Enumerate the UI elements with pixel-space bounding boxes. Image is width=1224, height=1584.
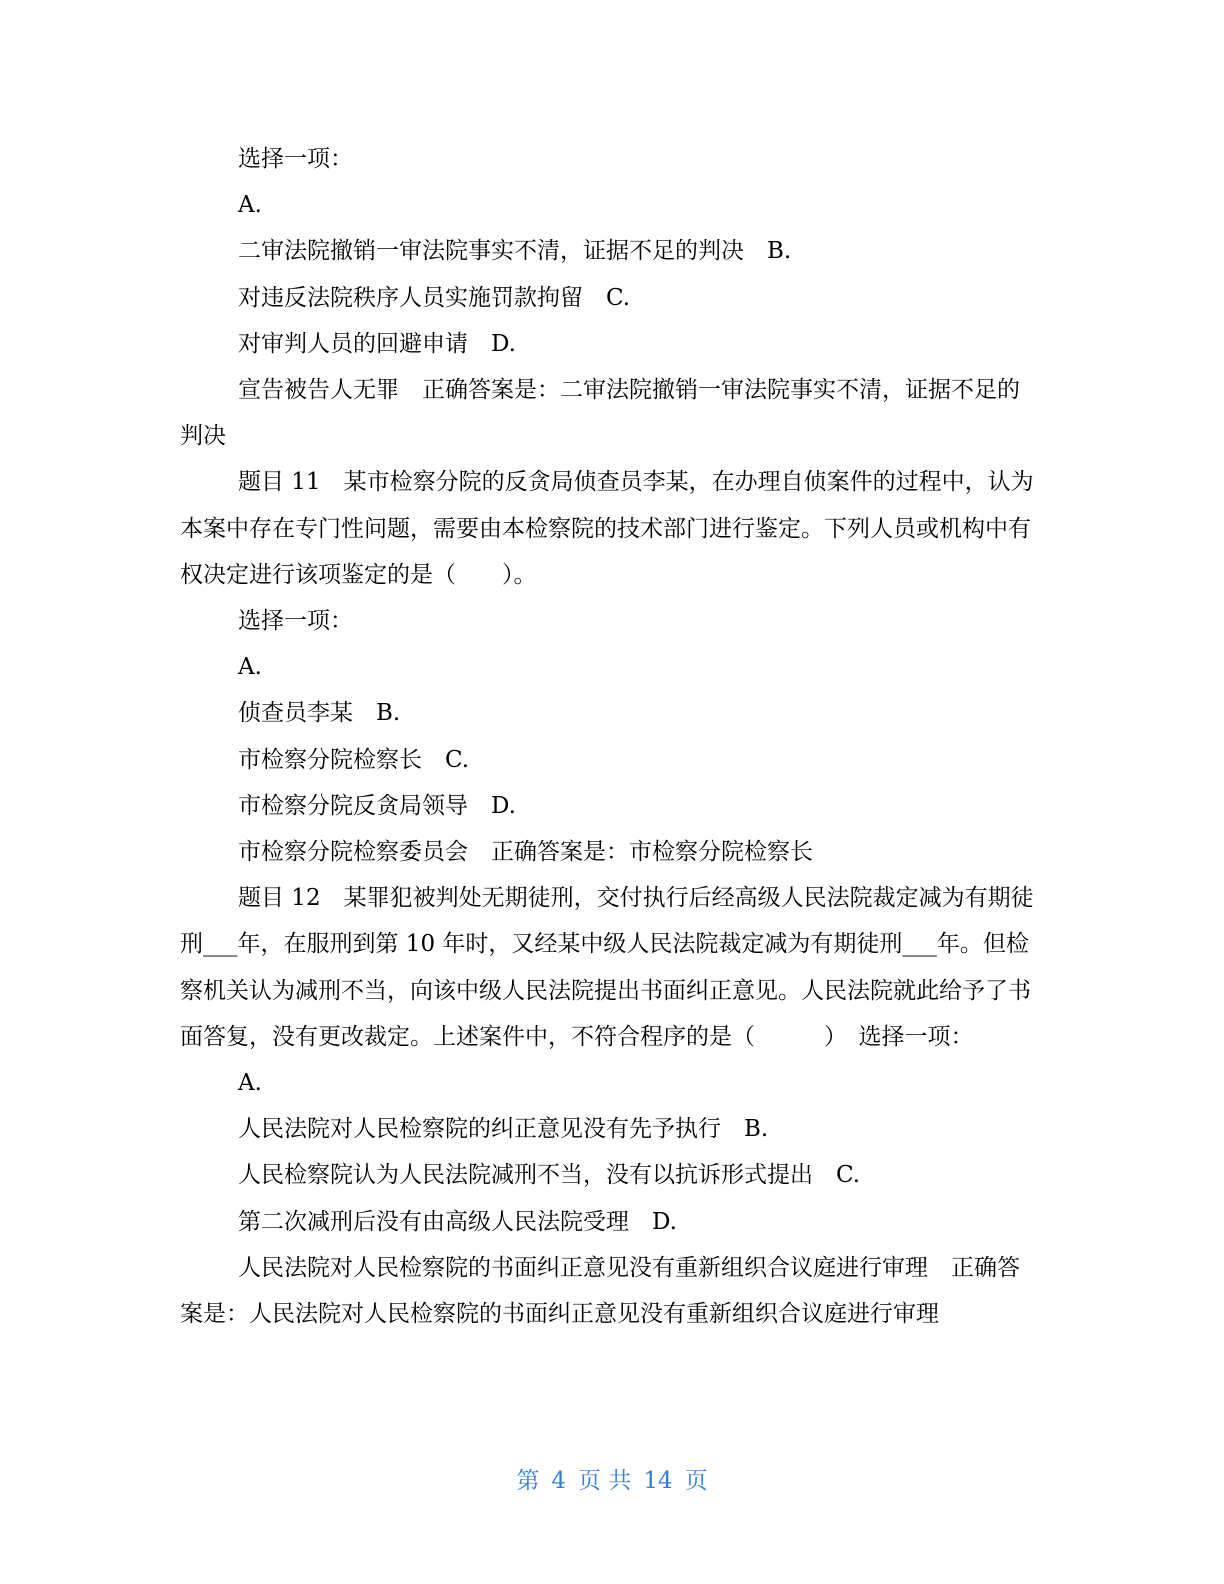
option-line: 人民法院对人民检察院的纠正意见没有先予执行 B. <box>238 1116 769 1143</box>
option-line: 对审判人员的回避申请 D. <box>238 330 516 357</box>
answer-line: 宣告被告人无罪 正确答案是：二审法院撤销一审法院事实不清，证据不足的判决 <box>180 377 1020 450</box>
question-12: 题目 12 某罪犯被判处无期徒刑，交付执行后经高级人民法院裁定减为有期徒刑___年，在服刑到第 10 年时，又经某中级人民法院裁定减为有期徒刑___年。但检察机关认为减刑不当，向该中级人民法院提出书面纠正意见。人民法院就此给予了书面答复，没有更改裁定。上述案件中，不符合程序的是（ ） 选择一项： <box>180 885 1034 1050</box>
option-line: 人民检察院认为人民法院减刑不当，没有以抗诉形式提出 C. <box>238 1162 861 1189</box>
option-a-label: A. <box>238 1070 262 1097</box>
answer-line: 人民法院对人民检察院的书面纠正意见没有重新组织合议庭进行审理 正确答案是：人民法院对人民检察院的书面纠正意见没有重新组织合议庭进行审理 <box>180 1254 1020 1328</box>
document-body <box>180 136 1040 1337</box>
option-line: 市检察分院检察长 C. <box>238 746 470 773</box>
option-a-label: A. <box>238 654 262 681</box>
page-footer <box>0 1462 1224 1495</box>
footer-page-number: 4 <box>551 1468 567 1494</box>
option-line: 侦查员李某 B. <box>238 700 401 727</box>
option-line: 市检察分院反贪局领导 D. <box>238 792 516 819</box>
option-a-label: A. <box>238 192 262 219</box>
footer-prefix: 第 <box>516 1468 540 1494</box>
option-line: 对违反法院秩序人员实施罚款拘留 C. <box>238 284 631 311</box>
option-line: 二审法院撤销一审法院事实不清，证据不足的判决 B. <box>238 238 792 265</box>
select-one-prompt: 选择一项： <box>238 608 353 635</box>
footer-middle: 页 共 <box>578 1468 632 1494</box>
answer-line: 市检察分院检察委员会 正确答案是：市检察分院检察长 <box>238 839 813 866</box>
select-one-prompt: 选择一项： <box>238 146 353 172</box>
footer-suffix: 页 <box>684 1468 708 1494</box>
footer-total-pages: 14 <box>643 1468 673 1494</box>
option-line: 第二次减刑后没有由高级人民法院受理 D. <box>238 1208 677 1235</box>
question-11: 题目 11 某市检察分院的反贪局侦查员李某，在办理自侦案件的过程中，认为本案中存在专门性问题，需要由本检察院的技术部门进行鉴定。下列人员或机构中有权决定进行该项鉴定的是（ ）。 <box>180 469 1034 588</box>
